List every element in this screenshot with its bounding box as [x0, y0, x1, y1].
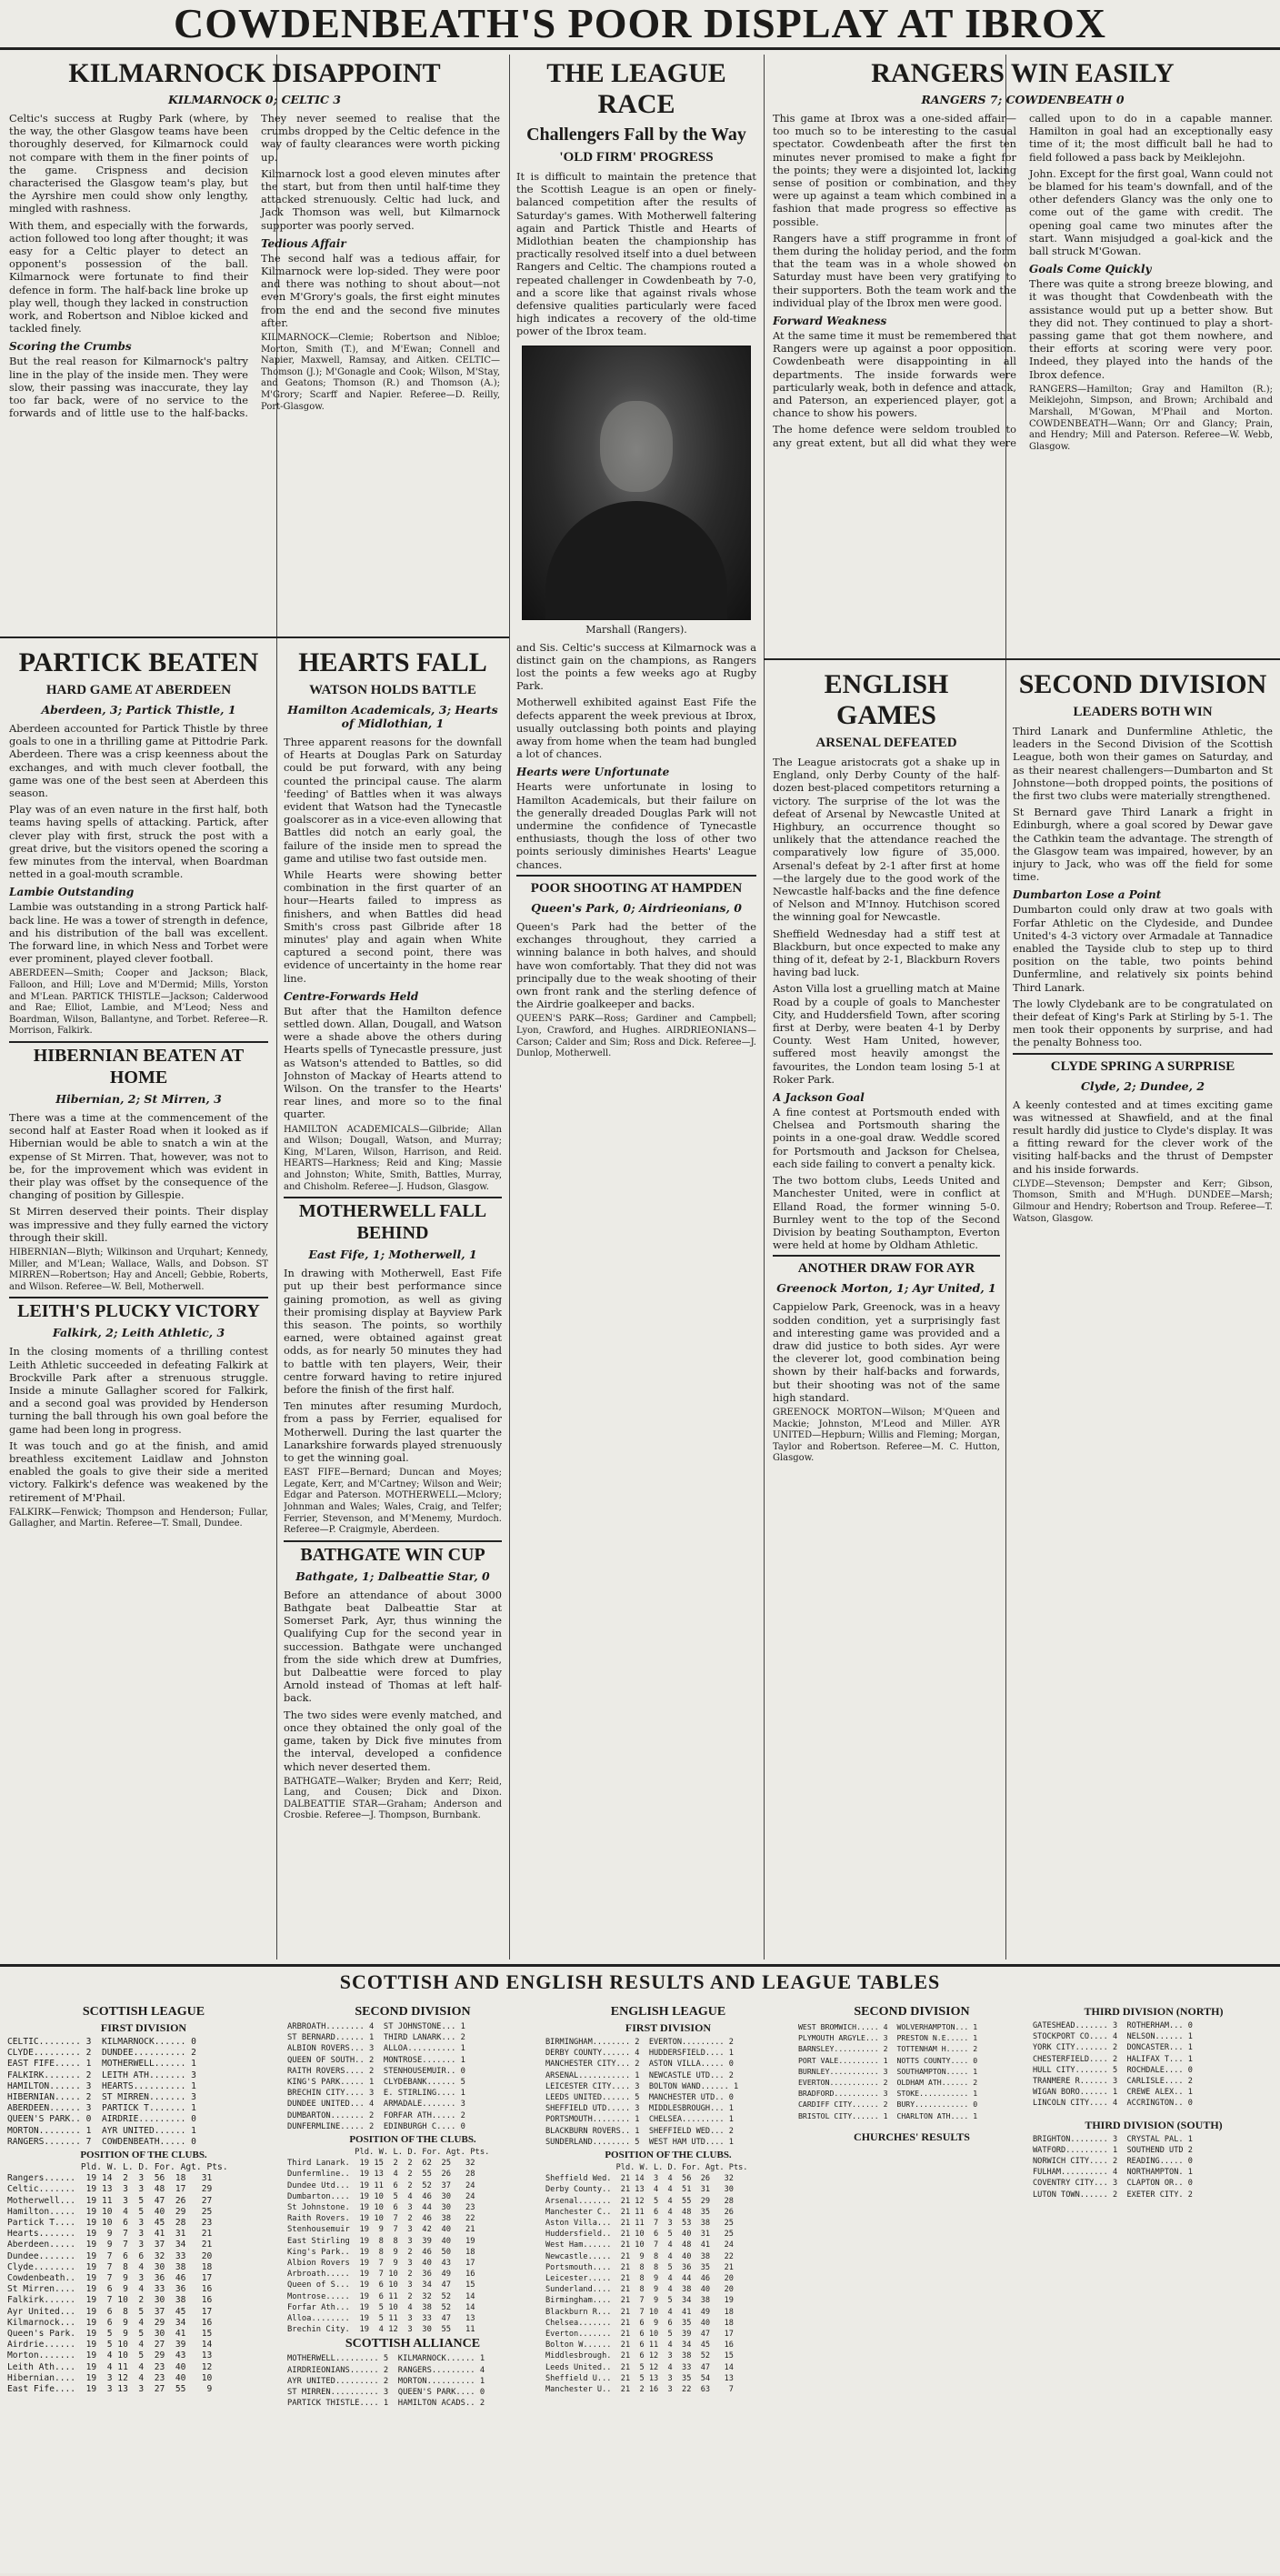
partick-headline: PARTICK BEATEN	[18, 647, 259, 677]
league-race-article	[516, 53, 756, 1960]
paragraph: St Mirren deserved their points. Their display was impressive and they fully earned the victory through their skill.	[9, 1205, 268, 1244]
paragraph: But the real reason for Kilmarnock's paltry line in the play of the inside men. They were slow, their passing was inaccurate, they lay too far back, were of no service to the forwards and of little use to the half-backs. They never seemed to realise that the crumbs dropped by the Celtic defence in the way of faulty clearances were worth picking up.	[9, 112, 500, 420]
left-column	[9, 642, 268, 1960]
results-list: BRIGHTON........ 3 CRYSTAL PAL. 1 WATFORD......... 1 SOUTHEND UTD 2 NORWICH CITY.... 2 READING..... 0 FULHAM.......... 4 NORTHAMPTON. 1 COVENTRY CITY... 3 CLAPTON OR.. 0 LUTON TOWN...... 2 EXETER CITY. 2	[1033, 2134, 1193, 2200]
paragraph: Celtic's success at Rugby Park (where, by the way, the other Glasgow teams have been thoroughly deserved, for Kilmarnock could not compare with them in the finer points of the game. Crispness and decision characterised the Glasgow team's play, but the Ayrshire men could show only lengthy, mingled with rashness.	[9, 112, 248, 216]
table-heading: SECOND DIVISION	[355, 2005, 471, 2019]
paragraph: The League aristocrats got a shake up in England, only Derby County of the half-dozen best-placed competitors returning a victory. The surprise of the lot was the defeat of Arsenal by Newcastle United at Highbury, an occurrence thought so unlikely that the attendance reached the comparatively low figure of 35,000. Arsenal's defeat by 2-1 after first at home—the largely due to the good work of the Newcastle half-backs and the fine defence of Nelson and M'Innoy. Hutchison scored the winning goal for Newcastle.	[773, 756, 1000, 924]
paragraph: Dumbarton could only draw at two goals with Forfar Athletic on the Clydeside, and Dundee United's 4-3 victory over Armadale at Tannadice enabled the Tayside club to step up to third position on the table, two points behind Dunfermline, and relatively six points behind Third Lanark.	[1013, 903, 1273, 994]
motherwell-headline: MOTHERWELL FALL BEHIND	[298, 1201, 487, 1244]
clyde-score: Clyde, 2; Dundee, 2	[1080, 1078, 1205, 1093]
paragraph: At the same time it must be remembered that Rangers were up against a poor opposition. Cowdenbeath were disappointing in all departments. The inside forwards were particularly weak, both in defence and attack, and Paterson, an experienced player, got a chance to show his powers.	[773, 329, 1016, 420]
team-lineups: FALKIRK—Fenwick; Thompson and Henderson; Fullar, Gallagher, and Martin. Referee—T. Small, Dundee.	[9, 1507, 268, 1529]
subheading: Scoring the Crumbs	[9, 340, 132, 354]
bathgate-headline: BATHGATE WIN CUP	[300, 1544, 485, 1565]
paragraph: With them, and especially with the forwards, action followed too long after thought; it was easy for a Celtic player to detect an opponent's possession of the ball. Kilmarnock were fortunate to find their defence in form. The half-back line broke up play well, though they lacked in construction work, and Robertson and Nibloe kicked and tackled finely.	[9, 218, 248, 336]
english-games-article	[773, 664, 1000, 1960]
second-division-headline: SECOND DIVISION	[1018, 669, 1267, 699]
leith-score: Falkirk, 2; Leith Athletic, 3	[52, 1326, 225, 1340]
results-list: ARBROATH........ 4 ST JOHNSTONE... 1 ST BERNARD...... 1 THIRD LANARK... 2 ALBION ROVERS... 3 ALLOA.......... 1 QUEEN OF SOUTH.. 2 MONTROSE....... 1 RAITH ROVERS.... 2 STENHOUSEMUIR.. 0 KING'S PARK..... 1 CLYDEBANK...... 5 BRECHIN CITY.... 3 E. STIRLING.... 1 DUNDEE UNITED... 4 ARMADALE....... 3 DUMBARTON....... 2 FORFAR ATH..... 2 DUNFERMLINE..... 2 EDINBURGH C.... 0	[287, 2022, 465, 2131]
photo-caption: Marshall (Rangers).	[585, 623, 687, 636]
paragraph: In the closing moments of a thrilling contest Leith Athletic succeeded in defeating Falkirk at Brockville Park after a strenuous struggle. Inside a minute Gallagher scored for Falkirk, and a second goal was provided by Henderson turning the ball through his own goal before the game had been long in progress.	[9, 1345, 268, 1436]
paragraph: Aberdeen accounted for Partick Thistle by three goals to one in a thrilling game at Pittodrie Park. Aberdeen. There was a crisp keenness about the exchanges, and with much clever football, the game was one of the best seen at Aberdeen this season.	[9, 722, 268, 800]
table-heading: ENGLISH LEAGUE	[610, 2005, 726, 2019]
hampden-headline: POOR SHOOTING AT HAMPDEN	[530, 880, 743, 896]
english-second-division	[798, 2003, 1025, 2567]
subheading: Goals Come Quickly	[1029, 263, 1152, 276]
page-banner-headline: COWDENBEATH'S POOR DISPLAY AT IBROX	[0, 0, 1280, 50]
kilmarnock-score: KILMARNOCK 0; CELTIC 3	[168, 93, 341, 106]
table-heading: THIRD DIVISION (NORTH)	[1084, 2005, 1224, 2018]
motherwell-score: East Fife, 1; Motherwell, 1	[308, 1248, 477, 1262]
kilmarnock-article	[9, 53, 500, 657]
rangers-score: RANGERS 7; COWDENBEATH 0	[921, 93, 1125, 106]
table-heading: POSITION OF THE CLUBS.	[349, 2134, 476, 2146]
paragraph: There was a time at the commencement of the second half at Easter Road when it looked as if Hibernian would be able to snatch a win at the expense of St Mirren. That, however, was not to be, for the improvement which was evident in their play was offset by the consequence of the changing of position by Gillespie.	[9, 1111, 268, 1202]
league-race-kicker: 'OLD FIRM' PROGRESS	[559, 150, 714, 165]
paragraph: St Bernard gave Third Lanark a fright in Edinburgh, where a goal scored by Dewar gave the Cathkin team the advantage. The strength of the Glasgow team was impaired, however, by an injury to Jack, who was off the field for some time.	[1013, 806, 1273, 884]
paragraph: Lambie was outstanding in a strong Partick half-back line. He was a tower of strength in defence, and his distribution of the ball was excellent. The forward line, in which Ness and Torbet were ever prominent, played clever football.	[9, 900, 268, 966]
section-rule	[1013, 1053, 1273, 1055]
section-rule	[773, 1255, 1000, 1257]
paragraph: Hearts were unfortunate in losing to Hamilton Academicals, but their failure on the generally dreaded Douglas Park will not undermine the confidence of Tynecastle enthusiasts, though the loss of other two points seriously diminishes Hearts' League chances.	[516, 780, 756, 871]
results-list: MOTHERWELL......... 5 KILMARNOCK...... 1 AIRDRIEONIANS...... 2 RANGERS......... 4 AYR UNITED......... 2 MORTON.......... 1 ST MIRREN.......... 3 QUEEN'S PARK.... 0 PARTICK THISTLE.... 1 HAMILTON ACADS.. 2	[287, 2354, 485, 2409]
subheading: A Jackson Goal	[773, 1091, 865, 1105]
hearts-headline: HEARTS FALL	[298, 647, 487, 677]
team-lineups: RANGERS—Hamilton; Gray and Hamilton (R.); Meiklejohn, Simpson, and Brown; Archibald and Marshall, M'Gowan, M'Phail and Morton. COWDENBEATH—Wann; Orr and Glancy; Prain, and Hendry; Mill and Paterson. Referee—W. Webb, Glasgow.	[1029, 384, 1273, 452]
table-heading: CHURCHES' RESULTS	[854, 2130, 970, 2143]
league-race-headline: THE LEAGUE RACE	[546, 58, 726, 119]
table-heading: POSITION OF THE CLUBS.	[80, 2150, 207, 2161]
team-lineups: HAMILTON ACADEMICALS—Gilbride; Allan and Wilson; Dougall, Watson, and Murray; King, M'Laren, Wilson, Harrison, and Reid. HEARTS—Harkness; Reid and King; Massie and Johnston; White, Smith, Battles, Murray, and Chisholm. Referee—J. Hudson, Glasgow.	[284, 1124, 502, 1192]
results-list: BIRMINGHAM........ 2 EVERTON......... 2 DERBY COUNTY...... 4 HUDDERSFIELD.... 1 MANCHESTER CITY... 2 ASTON VILLA..... 0 ARSENAL........... 1 NEWCASTLE UTD... 2 LEICESTER CITY.... 3 BOLTON WAND...... 1 LEEDS UNITED...... 5 MANCHESTER UTD.. 0 SHEFFIELD UTD..... 3 MIDDLESBROUGH... 1 PORTSMOUTH........ 1 CHELSEA......... 1 BLACKBURN ROVERS.. 1 SHEFFIELD WED... 2 SUNDERLAND........ 5 WEST HAM UTD.... 1	[545, 2038, 739, 2147]
english-subheadline: ARSENAL DEFEATED	[815, 736, 957, 750]
team-lineups: BATHGATE—Walker; Bryden and Kerr; Reid, Lang, and Cousen; Dick and Dixon. DALBEATTIE STAR—Graham; Anderson and Crosbie. Referee—J. Thompson, Burnbank.	[284, 1776, 502, 1821]
team-lineups: QUEEN'S PARK—Ross; Gardiner and Campbell; Lyon, Crawford, and Hughes. AIRDRIEONIANS—Carson; Calder and Sim; Ross and Dick. Referee—J. Dunlop, Motherwell.	[516, 1014, 756, 1059]
section-rule	[284, 1540, 502, 1542]
league-table: Pld. W. L. D. For. Agt. Pts. Sheffield Wed. 21 14 3 4 56 26 32 Derby County.. 21 13 4 4 51 31 30 Arsenal....... 21 12 5 4 55 29 28 Manchester C.. 21 11 6 4 48 35 26 Aston Villa... 21 11 7 3 53 38 25 Huddersfield.. 21 10 6 5 40 31 25 West Ham...... 21 10 7 4 48 41 24 Newcastle..... 21 9 8 4 40 38 22 Portsmouth.... 21 8 8 5 36 35 21 Leicester..... 21 8 9 4 44 46 20 Sunderland.... 21 8 9 4 38 40 20 Birmingham.... 21 7 9 5 34 38 19 Blackburn R... 21 7 10 4 41 49 18 Chelsea....... 21 6 9 6 35 40 18 Everton....... 21 6 10 5 39 47 17 Bolton W...... 21 6 11 4 34 45 16 Middlesbrough. 21 6 12 3 38 52 15 Leeds United.. 21 5 12 4 33 47 14 Sheffield U... 21 5 13 3 35 54 13 Manchester U.. 21 2 16 3 22 63 7	[545, 2163, 748, 2395]
section-rule	[284, 1197, 502, 1198]
results-list: GATESHEAD....... 3 ROTHERHAM... 0 STOCKPORT CO.... 4 NELSON...... 1 YORK CITY....... 2 DONCASTER... 1 CHESTERFIELD.... 2 HALIFAX T... 1 HULL CITY....... 5 ROCHDALE.... 0 TRANMERE R...... 3 CARLISLE.... 2 WIGAN BORO...... 1 CREWE ALEX.. 1 LINCOLN CITY.... 4 ACCRINGTON.. 0	[1033, 2021, 1193, 2109]
subheading: Lambie Outstanding	[9, 886, 135, 899]
hearts-subheadline: WATSON HOLDS BATTLE	[309, 683, 476, 697]
paragraph: The lowly Clydebank are to be congratulated on their defeat of King's Park at Stirling by 5-1. The men took their opponents by surprise, and had the penalty Bohness too.	[1013, 997, 1273, 1049]
table-heading: FIRST DIVISION	[625, 2021, 712, 2034]
section-rule	[516, 875, 756, 877]
results-tables-section	[0, 1964, 1280, 2576]
subheading: Hearts were Unfortunate	[516, 766, 670, 779]
section-rule	[9, 1041, 268, 1043]
subheading: Forward Weakness	[773, 315, 887, 328]
paragraph: John. Except for the first goal, Wann could not be blamed for his team's downfall, and of the other defenders Glancy was the only one to come out of the game with credit. The opening goal came two minutes after the start. Wann misjudged a goal-kick and the ball struck M'Gowan.	[1029, 166, 1273, 258]
english-first-division	[545, 2003, 791, 2567]
paragraph: Sheffield Wednesday had a stiff test at Blackburn, but once expected to make any thing of it, defeat by 2-1, Blackburn Rovers having bad luck.	[773, 927, 1000, 979]
third-divisions	[1033, 2003, 1275, 2567]
paragraph: Aston Villa lost a gruelling match at Maine Road by a couple of goals to Manchester City, and Huddersfield Town, after scoring first at Derby, were beaten 4-1 by Derby County. West Ham United, however, suffered most heavily amongst the favourites, the London team losing 5-1 at Roker Park.	[773, 982, 1000, 1086]
section-rule	[764, 658, 1280, 660]
subheading: Dumbarton Lose a Point	[1013, 888, 1162, 902]
photo-face	[600, 401, 673, 492]
paragraph: The home defence were seldom troubled to any great extent, but all did what they were called upon to do in a capable manner. Hamilton in goal had an exceptionally easy time of it; the most difficult ball he had to field followed a pass back by Meiklejohn.	[773, 112, 1273, 449]
paragraph: Before an attendance of about 3000 Bathgate beat Dalbeattie Star at Somerset Park, Ayr, thus winning the Qualifying Cup for the second year in succession. Bathgate were unchanged from the side which drew at Dumfries, but Dalbeattie were forced to play Arnold instead of Thomas at left half-back.	[284, 1588, 502, 1705]
hibs-score: Hibernian, 2; St Mirren, 3	[55, 1092, 222, 1107]
bathgate-score: Bathgate, 1; Dalbeattie Star, 0	[295, 1569, 490, 1583]
subheading: Tedious Affair	[261, 236, 346, 250]
team-lineups: EAST FIFE—Bernard; Duncan and Moyes; Legate, Kerr, and M'Cartney; Wilson and Weir; Edgar and Paterson. MOTHERWELL—Mclory; Johnman and Wales; Wales, Craig, and Telfer; Ferrier, Stevenson, and M'Menemy, Murdoch. Referee—P. Craigmyle, Aberdeen.	[284, 1468, 502, 1536]
paragraph: Queen's Park had the better of the exchanges throughout, they carried a winning balance in both halves, and should have won comfortably. That they did not was principally due to the weak shooting of their own front rank and the sterling defence of the Airdrie goalkeeper and backs.	[516, 919, 756, 1011]
partick-subheadline: HARD GAME AT ABERDEEN	[45, 683, 232, 697]
league-table: Pld. W. L. D. For. Agt. Pts. Third Lanark. 19 15 2 2 62 25 32 Dunfermline.. 19 13 4 2 55 26 28 Dundee Utd... 19 11 6 2 52 37 24 Dumbarton.... 19 10 5 4 46 30 24 St Johnstone. 19 10 6 3 44 30 23 Raith Rovers. 19 10 7 2 46 38 22 Stenhousemuir 19 9 7 3 42 40 21 East Stirling 19 8 8 3 39 40 19 King's Park.. 19 8 9 2 46 50 18 Albion Rovers 19 7 9 3 40 43 17 Arbroath..... 19 7 10 2 36 49 16 Queen of S... 19 6 10 3 34 47 15 Montrose..... 19 6 11 2 32 52 14 Forfar Ath... 19 5 10 4 38 52 14 Alloa........ 19 5 11 3 33 47 13 Brechin City. 19 4 12 3 30 55 11	[287, 2148, 490, 2335]
results-list: WEST BROMWICH..... 4 WOLVERHAMPTON... 1 PLYMOUTH ARGYLE... 3 PRESTON N.E..... 1 BARNSLEY.......... 2 TOTTENHAM H..... 2 PORT VALE......... 1 NOTTS COUNTY.... 0 BURNLEY........... 3 SOUTHAMPTON..... 1 EVERTON........... 2 OLDHAM ATH...... 2 BRADFORD.......... 3 STOKE........... 1 CARDIFF CITY...... 2 BURY............ 0 BRISTOL CITY...... 1 CHARLTON ATH.... 1	[798, 2022, 978, 2120]
team-lineups: ABERDEEN—Smith; Cooper and Jackson; Black, Falloon, and Hill; Love and M'Dermid; Mills, Yorston and M'Lean. PARTICK THISTLE—Jackson; Calderwood and Rae; Elliot, Lambie, and M'Leod; Ness and Boardman, Wilson, Ballantyne, and Torbet. Referee—R. Morrison, Falkirk.	[9, 968, 268, 1037]
results-list: CELTIC........ 3 KILMARNOCK...... 0 CLYDE......... 2 DUNDEE.......... 2 EAST FIFE..... 1 MOTHERWELL...... 1 FALKIRK....... 2 LEITH ATH....... 3 HAMILTON...... 3 HEARTS.......... 1 HIBERNIAN..... 2 ST MIRREN....... 3 ABERDEEN...... 3 PARTICK T....... 1 QUEEN'S PARK.. 0 AIRDRIE......... 0 MORTON........ 1 AYR UNITED...... 1 RANGERS....... 7 COWDENBEATH..... 0	[7, 2037, 196, 2147]
scottish-first-division	[7, 2003, 280, 2567]
hibs-headline: HIBERNIAN BEATEN AT HOME	[33, 1046, 245, 1088]
league-race-subheadline: Challengers Fall by the Way	[526, 125, 746, 145]
english-headline: ENGLISH GAMES	[824, 669, 949, 730]
table-heading: FIRST DIVISION	[100, 2021, 187, 2034]
paragraph: Ten minutes after resuming Murdoch, from a pass by Ferrier, equalised for Motherwell. During the last quarter the Lanarkshire forwards played strenuously to get the winning goal.	[284, 1399, 502, 1465]
paragraph: It is difficult to maintain the pretence that the Scottish League is an open or finely-balanced competition after the results of Saturday's games. With Motherwell faltering again and Partick Thistle and Hearts of Midlothian beaten the championship has practically resolved itself into a duel between Rangers and Celtic. The champions routed a repeated challenger in Cowdenbeath by 7-0, and a score like that against rivals whose defensive qualities particularly were faced high indicates a recovery of the old-time power of the Ibrox team.	[516, 170, 756, 338]
paragraph: A fine contest at Portsmouth ended with Chelsea and Portsmouth sharing the points in a one-goal draw. Weddle scored for Portsmouth and Jackson for Chelsea, each side failing to convert a penalty kick.	[773, 1106, 1000, 1170]
table-heading: POSITION OF THE CLUBS.	[605, 2150, 732, 2161]
table-heading: SCOTTISH LEAGUE	[82, 2005, 205, 2019]
column-divider	[509, 55, 510, 1960]
scottish-second-division	[287, 2003, 538, 2567]
second-division-article	[1013, 664, 1273, 1960]
second-division-subheadline: LEADERS BOTH WIN	[1073, 705, 1213, 719]
paragraph: Third Lanark and Dunfermline Athletic, the leaders in the Second Division of the Scottish League, both won their games on Saturday, and as their nearest challengers—Dumbarton and St Johnstone—both dropped points, the positions of the first two clubs were materially strengthened.	[1013, 725, 1273, 803]
team-lineups: GREENOCK MORTON—Wilson; M'Queen and Mackie; Johnston, M'Leod and Miller. AYR UNITED—Hepburn; Willis and Fleming; Morgan, Taylor and Robertson. Referee—M. C. Hutton, Glasgow.	[773, 1407, 1000, 1464]
team-lineups: CLYDE—Stevenson; Dempster and Kerr; Gibson, Thomson, Smith and M'Hugh. DUNDEE—Marsh; Gilmour and Hendry; Robertson and Troup. Referee—T. Watson, Glasgow.	[1013, 1178, 1273, 1224]
league-table: Pld. W. L. D. For. Agt. Pts. Rangers...... 19 14 2 3 56 18 31 Celtic....... 19 13 3 3 48 17 29 Motherwell... 19 11 3 5 47 26 27 Hamilton..... 19 10 4 5 40 29 25 Partick T.... 19 10 6 3 45 28 23 Hearts....... 19 9 7 3 41 31 21 Aberdeen..... 19 9 7 3 37 34 21 Dundee....... 19 7 6 6 32 33 20 Clyde........ 19 7 8 4 30 38 18 Cowdenbeath.. 19 7 9 3 36 46 17 St Mirren.... 19 6 9 4 33 36 16 Falkirk...... 19 7 10 2 30 38 16 Ayr United... 19 6 8 5 37 45 17 Kilmarnock... 19 6 9 4 29 34 16 Queen's Park. 19 5 9 5 30 41 15 Airdrie...... 19 5 10 4 27 39 14 Morton....... 19 4 10 5 29 43 13 Leith Ath.... 19 4 11 4 23 40 12 Hibernian.... 19 3 12 4 23 40 10 East Fife.... 19 3 13 3 27 55 9	[7, 2162, 228, 2395]
paragraph: and Sis. Celtic's success at Kilmarnock was a distinct gain on the champions, as Rangers lost the points a few weeks ago at Rugby Park.	[516, 640, 756, 693]
team-lineups: KILMARNOCK—Clemie; Robertson and Nibloe; Morton, Smith (T.), and M'Ewan; Connell and Napier, Maxwell, Ramsay, and Aitken. CELTIC—Thomson (J.); M'Gonagle and Cook; Wilson, M'Stay, and Geatons; Thomson (R.) and Thomson (A.); M'Grory; Scarff and Napier. Referee—D. Reilly, Port-Glasgow.	[261, 333, 500, 412]
partick-score: Aberdeen, 3; Partick Thistle, 1	[41, 703, 236, 717]
second-column	[284, 642, 502, 1960]
subheading: Centre-Forwards Held	[284, 989, 419, 1003]
paragraph: The two sides were evenly matched, and once they obtained the only goal of the game, taken by Dick five minutes from the interval, developed a confidence which never deserted them.	[284, 1708, 502, 1773]
paragraph: The second half was a tedious affair, for Kilmarnock were lop-sided. They were poor and there was nothing to shout about—not even M'Grory's goals, the first eight minutes from the end and the second five minutes after.	[261, 251, 500, 329]
ayr-headline: ANOTHER DRAW FOR AYR	[797, 1261, 975, 1277]
hampden-score: Queen's Park, 0; Airdrieonians, 0	[531, 900, 742, 915]
ayr-score: Greenock Morton, 1; Ayr United, 1	[776, 1281, 996, 1296]
clyde-headline: CLYDE SPRING A SURPRISE	[1050, 1058, 1235, 1074]
paragraph: Three apparent reasons for the downfall of Hearts at Douglas Park on Saturday could be put forward, with any being counted the principal cause. The alarm 'feeding' of Battles when it was always evident that Watson had the Tynecastle goalscorer as in a vice-even allowing that Battles did notch an early goal, the failure of the inside men to spread the game and utilise two fast outside men.	[284, 736, 502, 865]
results-tables-headline: SCOTTISH AND ENGLISH RESULTS AND LEAGUE TABLES	[339, 1970, 941, 1993]
rangers-article	[773, 53, 1273, 653]
paragraph: Kilmarnock lost a good eleven minutes after the start, but from then until half-time they attacked strenuously. Celtic had luck, and Jack Thomson was well, but Kilmarnock supporter was poorly served.	[261, 166, 500, 232]
paragraph: It was touch and go at the finish, and amid breathless excitement Laidlaw and Johnston enabled the goals to give their side a merited victory. Falkirk's defence was weakened by the retirement of M'Phail.	[9, 1438, 268, 1504]
table-heading: SECOND DIVISION	[854, 2005, 970, 2019]
section-rule	[9, 1297, 268, 1298]
paragraph: While Hearts were showing better combination in the first quarter of an hour—Hearts failed to impress as finishers, and when Battles did head Smith's cross past Gilbride after 18 minutes' play and again when White captured a second point, there was evidence of uncertainty in the home rear line.	[284, 868, 502, 985]
column-divider	[764, 55, 765, 1960]
kilmarnock-headline: KILMARNOCK DISAPPOINT	[68, 58, 441, 88]
paragraph: Cappielow Park, Greenock, was in a heavy sodden condition, yet a surprisingly fast and interesting game was provided and a draw did justice to both sides. Ayr were the cleverer lot, good combination being shown by their half-backs and forwards, but their shooting was not of the same high standard.	[773, 1300, 1000, 1404]
paragraph: But after that the Hamilton defence settled down. Allan, Dougall, and Watson were a shade above the others during Hearts spells of Tynecastle pressure, just as Watson's attended to Battles, so did Johnston of Mackay of Hearts attend to Wilson. On the transfer to the Hearts' rear lines, and more so to the final quarter.	[284, 1004, 502, 1121]
paragraph: Rangers have a stiff programme in front of them during the holiday period, and the form that the team was in a whole showed on Saturday must have been very gratifying to their supporters. Both the team work and the individual play of the Ibrox men were good.	[773, 231, 1016, 309]
paragraph: This game at Ibrox was a one-sided affair—too much so to be interesting to the casual spectator. Cowdenbeath after the first ten minutes never promised to make a fight for the points; they were a disjointed lot, lacking sense of position or combination, and they were up against a team which combined in a fashion that made progress so effective as possible.	[773, 112, 1016, 228]
hearts-score: Hamilton Academicals, 3; Hearts of Midlothian, 1	[287, 703, 498, 730]
player-photo	[522, 346, 751, 620]
paragraph: A keenly contested and at times exciting game was witnessed at Shawfield, and at the final result hardly did justice to Clyde's display. It was a fitting reward for the clever work of the visiting half-backs and the thrust of Dempster and his inside forwards.	[1013, 1098, 1273, 1176]
rangers-headline: RANGERS WIN EASILY	[871, 58, 1175, 88]
photo-shoulders	[545, 501, 727, 619]
table-heading: SCOTTISH ALLIANCE	[345, 2337, 481, 2351]
paragraph: Play was of an even nature in the first half, both teams having spells of attacking. Partick, after clever play with first, struck the post with a great drive, but the visitors opened the scoring a few minutes from the interval, when Boardman netted in a goal-mouth scramble.	[9, 803, 268, 881]
paragraph: In drawing with Motherwell, East Fife put up their best performance since gaining promotion, as well as giving their promising display at Bayview Park this season. The points, so worthily earned, were obtained against great odds, as for nearly 50 minutes they had to battle with ten players, Weir, their centre forward having to retire injured before the finish of the first half.	[284, 1267, 502, 1397]
table-heading: THIRD DIVISION (SOUTH)	[1085, 2118, 1223, 2131]
paragraph: The two bottom clubs, Leeds United and Manchester United, were in conflict at Elland Road, the former winning 5-0. Burnley went to the top of the Second Division by beating Southampton, Everton were held at home by Oldham Athletic.	[773, 1174, 1000, 1252]
section-rule	[0, 636, 509, 638]
paragraph: Motherwell exhibited against East Fife the defects apparent the week previous at Ibrox, usually outclassing both points and playing away from home when the team had bungled a lot of chances.	[516, 696, 756, 761]
leith-headline: LEITH'S PLUCKY VICTORY	[17, 1301, 260, 1322]
paragraph: There was quite a strong breeze blowing, and it was thought that Cowdenbeath with the assistance would put up a better show. But they did not. They continued to play a short-passing game that got them nowhere, and their efforts at scoring were very poor. Indeed, they played into the hands of the Ibrox defence.	[1029, 277, 1273, 381]
team-lineups: HIBERNIAN—Blyth; Wilkinson and Urquhart; Kennedy, Miller, and M'Lean; Wallace, Walls, and Dobson. ST MIRREN—Robertson; Hay and Ancell; Gebbie, Roberts, and Wilson. Referee—W. Bell, Motherwell.	[9, 1248, 268, 1292]
